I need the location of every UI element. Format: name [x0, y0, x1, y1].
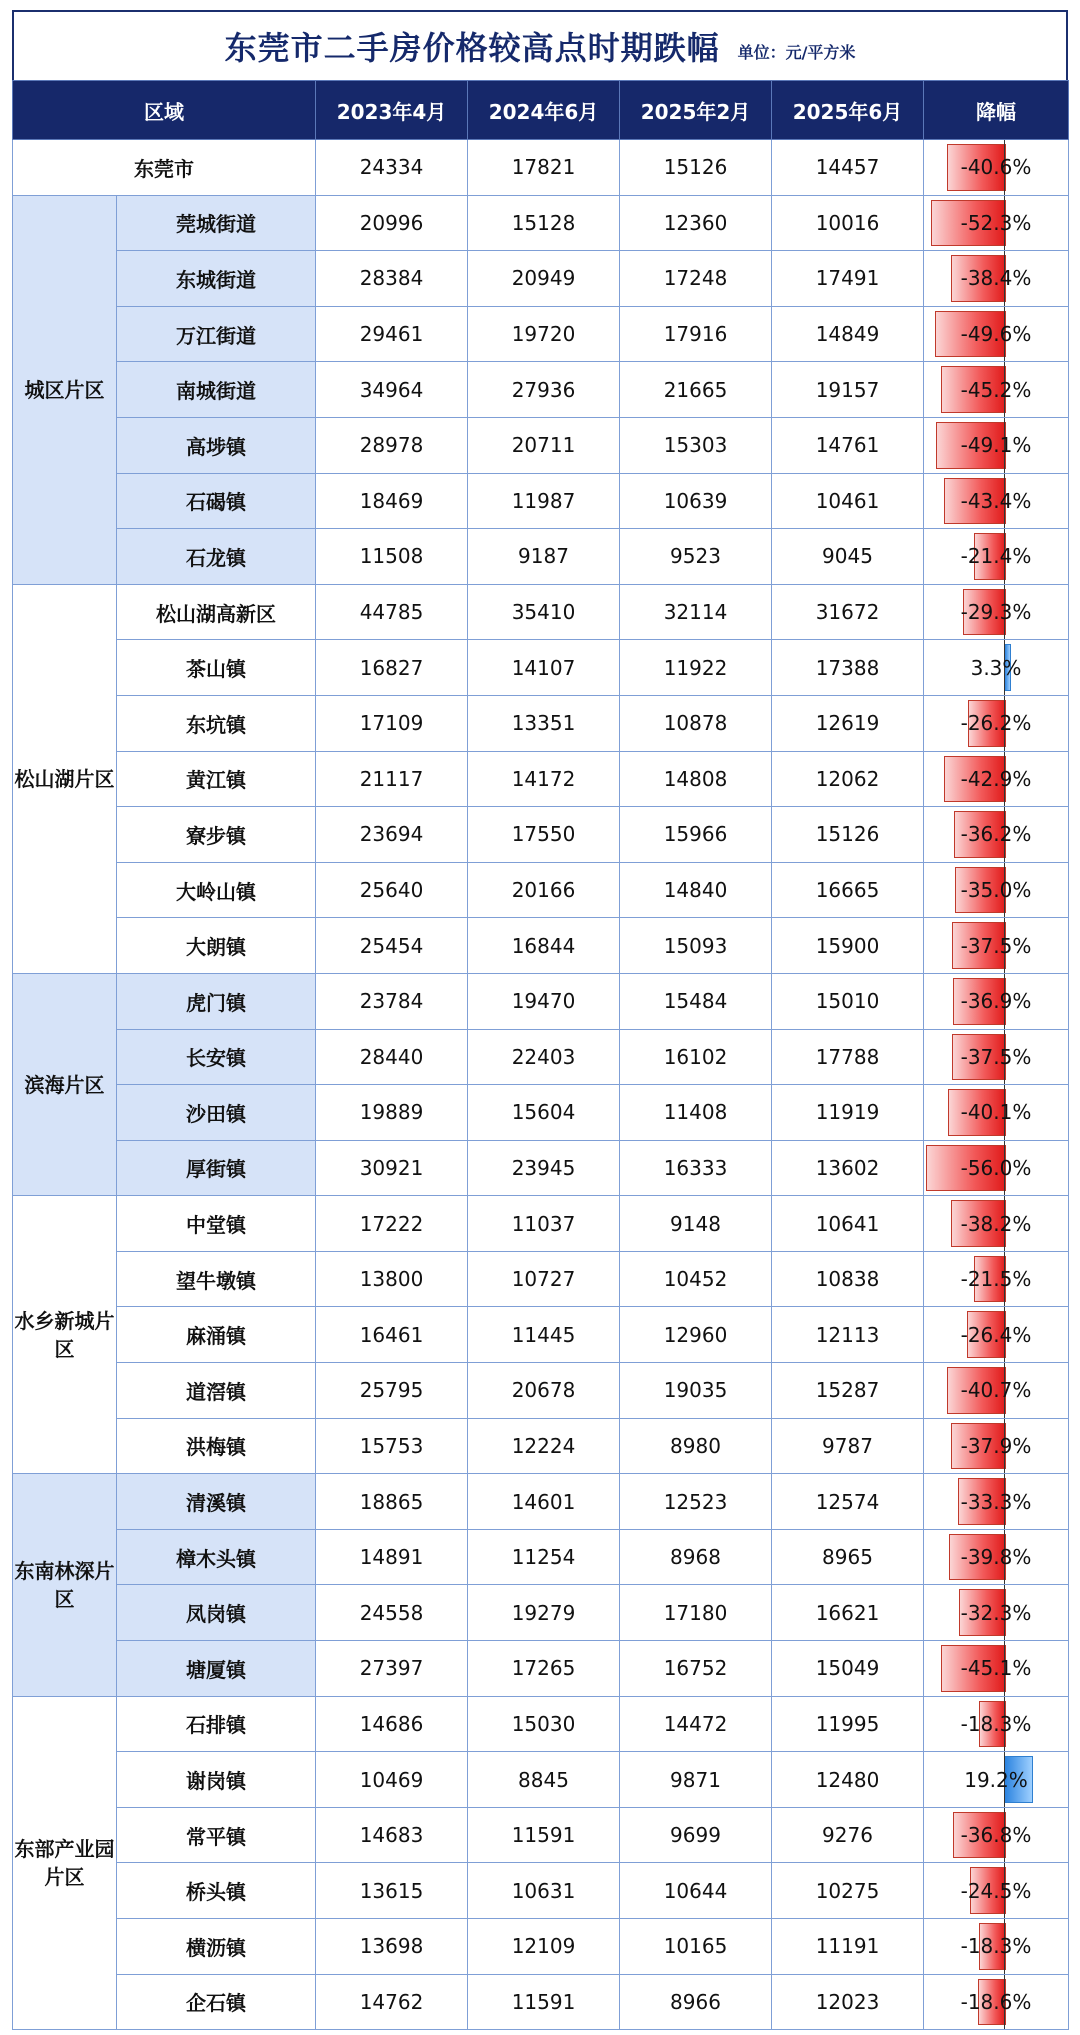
price-cell: 11987: [468, 473, 620, 529]
header-row: [13, 81, 1069, 140]
price-cell: 27936: [468, 362, 620, 418]
drop-cell: [924, 529, 1069, 585]
price-cell: 14808: [620, 751, 772, 807]
drop-cell: [924, 362, 1069, 418]
price-cell: 10452: [620, 1251, 772, 1307]
drop-cell: [924, 1807, 1069, 1863]
price-cell: 11191: [772, 1919, 924, 1975]
price-cell: 15900: [772, 918, 924, 974]
district-name: 常平镇: [117, 1807, 316, 1863]
price-cell: 12960: [620, 1307, 772, 1363]
price-cell: 10165: [620, 1919, 772, 1975]
table-row: [13, 195, 1069, 251]
price-cell: 24334: [316, 140, 468, 196]
drop-cell: [924, 1140, 1069, 1196]
table-row: [13, 362, 1069, 418]
drop-cell: [924, 251, 1069, 307]
area-name: 城区片区: [13, 195, 117, 584]
table-row: [13, 473, 1069, 529]
table-row: [13, 1140, 1069, 1196]
drop-cell: [924, 584, 1069, 640]
price-cell: 10461: [772, 473, 924, 529]
table-row: [13, 1863, 1069, 1919]
district-name: 厚街镇: [117, 1140, 316, 1196]
district-name: 高埗镇: [117, 417, 316, 473]
drop-value: -36.2%: [960, 822, 1032, 847]
district-name: 虎门镇: [117, 973, 316, 1029]
price-cell: 14761: [772, 417, 924, 473]
price-cell: 10275: [772, 1863, 924, 1919]
price-cell: 16333: [620, 1140, 772, 1196]
district-name: 塘厦镇: [117, 1641, 316, 1697]
drop-value: -49.1%: [960, 433, 1032, 458]
district-name: 寮步镇: [117, 807, 316, 863]
drop-cell: [924, 640, 1069, 696]
price-cell: 9148: [620, 1196, 772, 1252]
table-row: [13, 1585, 1069, 1641]
drop-value: -26.2%: [960, 711, 1032, 736]
table-row: [13, 140, 1069, 196]
price-cell: 31672: [772, 584, 924, 640]
price-cell: 17109: [316, 695, 468, 751]
drop-value: -40.1%: [960, 1100, 1032, 1125]
table-row: [13, 1418, 1069, 1474]
district-name: 长安镇: [117, 1029, 316, 1085]
price-cell: 15010: [772, 973, 924, 1029]
drop-value: -26.4%: [960, 1322, 1032, 1347]
district-name: 洪梅镇: [117, 1418, 316, 1474]
table-row: [13, 584, 1069, 640]
table-row: [13, 251, 1069, 307]
price-cell: 23784: [316, 973, 468, 1029]
price-table: [12, 80, 1069, 2030]
price-cell: 11919: [772, 1085, 924, 1141]
header-col: 2023年4月: [316, 81, 468, 140]
drop-cell: [924, 1752, 1069, 1808]
district-name: 横沥镇: [117, 1919, 316, 1975]
price-cell: 22403: [468, 1029, 620, 1085]
drop-value: -21.4%: [960, 544, 1032, 569]
price-cell: 20678: [468, 1363, 620, 1419]
city-name: 东莞市: [13, 140, 316, 196]
drop-value: -33.3%: [960, 1489, 1032, 1514]
price-cell: 25454: [316, 918, 468, 974]
area-name: 水乡新城片区: [13, 1196, 117, 1474]
drop-value: -21.5%: [960, 1267, 1032, 1292]
drop-cell: [924, 1251, 1069, 1307]
price-cell: 11508: [316, 529, 468, 585]
price-cell: 20711: [468, 417, 620, 473]
district-name: 望牛墩镇: [117, 1251, 316, 1307]
price-cell: 16102: [620, 1029, 772, 1085]
drop-cell: [924, 973, 1069, 1029]
price-cell: 12360: [620, 195, 772, 251]
price-cell: 8965: [772, 1529, 924, 1585]
drop-value: -37.9%: [960, 1433, 1032, 1458]
price-cell: 15126: [620, 140, 772, 196]
district-name: 茶山镇: [117, 640, 316, 696]
drop-cell: [924, 473, 1069, 529]
price-cell: 17550: [468, 807, 620, 863]
district-name: 桥头镇: [117, 1863, 316, 1919]
price-cell: 19035: [620, 1363, 772, 1419]
drop-value: -37.5%: [960, 933, 1032, 958]
price-cell: 10838: [772, 1251, 924, 1307]
district-name: 沙田镇: [117, 1085, 316, 1141]
district-name: 大岭山镇: [117, 862, 316, 918]
district-name: 石排镇: [117, 1696, 316, 1752]
drop-cell: [924, 1307, 1069, 1363]
table-row: [13, 1696, 1069, 1752]
drop-value: 19.2%: [964, 1767, 1028, 1792]
report-container: [12, 10, 1068, 2030]
drop-cell: [924, 807, 1069, 863]
drop-cell: [924, 1919, 1069, 1975]
price-cell: 10644: [620, 1863, 772, 1919]
page-title: 东莞市二手房价格较高点时期跌幅: [224, 29, 720, 67]
drop-value: -40.7%: [960, 1378, 1032, 1403]
price-cell: 28384: [316, 251, 468, 307]
district-name: 中堂镇: [117, 1196, 316, 1252]
price-cell: 10641: [772, 1196, 924, 1252]
price-cell: 15128: [468, 195, 620, 251]
price-cell: 12574: [772, 1474, 924, 1530]
drop-value: -37.5%: [960, 1044, 1032, 1069]
price-cell: 16461: [316, 1307, 468, 1363]
district-name: 道滘镇: [117, 1363, 316, 1419]
price-cell: 10631: [468, 1863, 620, 1919]
price-cell: 10878: [620, 695, 772, 751]
table-row: [13, 807, 1069, 863]
drop-value: -32.3%: [960, 1600, 1032, 1625]
table-row: [13, 1919, 1069, 1975]
price-cell: 9187: [468, 529, 620, 585]
price-cell: 8845: [468, 1752, 620, 1808]
price-cell: 11408: [620, 1085, 772, 1141]
price-cell: 11037: [468, 1196, 620, 1252]
drop-cell: [924, 417, 1069, 473]
price-cell: 19720: [468, 306, 620, 362]
price-cell: 11591: [468, 1974, 620, 2030]
district-name: 大朗镇: [117, 918, 316, 974]
price-cell: 14107: [468, 640, 620, 696]
price-cell: 11254: [468, 1529, 620, 1585]
header-col: 2025年2月: [620, 81, 772, 140]
drop-value: -18.6%: [960, 1989, 1032, 2014]
price-cell: 12023: [772, 1974, 924, 2030]
table-row: [13, 640, 1069, 696]
drop-value: -38.2%: [960, 1211, 1032, 1236]
drop-value: -35.0%: [960, 878, 1032, 903]
price-cell: 9699: [620, 1807, 772, 1863]
price-cell: 17222: [316, 1196, 468, 1252]
price-cell: 14762: [316, 1974, 468, 2030]
price-cell: 12619: [772, 695, 924, 751]
table-row: [13, 1807, 1069, 1863]
price-cell: 18469: [316, 473, 468, 529]
price-cell: 15049: [772, 1641, 924, 1697]
price-cell: 17248: [620, 251, 772, 307]
district-name: 南城街道: [117, 362, 316, 418]
table-row: [13, 862, 1069, 918]
table-row: [13, 751, 1069, 807]
table-row: [13, 306, 1069, 362]
price-cell: 32114: [620, 584, 772, 640]
drop-value: -38.4%: [960, 266, 1032, 291]
title-bar: [12, 10, 1068, 80]
price-cell: 13351: [468, 695, 620, 751]
price-cell: 14686: [316, 1696, 468, 1752]
price-cell: 9787: [772, 1418, 924, 1474]
table-row: [13, 918, 1069, 974]
price-cell: 15303: [620, 417, 772, 473]
table-row: [13, 1307, 1069, 1363]
price-cell: 15093: [620, 918, 772, 974]
table-row: [13, 1085, 1069, 1141]
price-cell: 11922: [620, 640, 772, 696]
area-name: 滨海片区: [13, 973, 117, 1195]
price-cell: 8980: [620, 1418, 772, 1474]
price-cell: 14840: [620, 862, 772, 918]
price-cell: 9045: [772, 529, 924, 585]
price-cell: 14601: [468, 1474, 620, 1530]
price-cell: 16827: [316, 640, 468, 696]
district-name: 清溪镇: [117, 1474, 316, 1530]
district-name: 万江街道: [117, 306, 316, 362]
drop-cell: [924, 1196, 1069, 1252]
price-cell: 25640: [316, 862, 468, 918]
price-cell: 10727: [468, 1251, 620, 1307]
price-cell: 28440: [316, 1029, 468, 1085]
price-cell: 10469: [316, 1752, 468, 1808]
drop-value: -29.3%: [960, 600, 1032, 625]
drop-value: -24.5%: [960, 1878, 1032, 1903]
price-cell: 34964: [316, 362, 468, 418]
price-cell: 17491: [772, 251, 924, 307]
table-row: [13, 1251, 1069, 1307]
price-cell: 24558: [316, 1585, 468, 1641]
price-cell: 25795: [316, 1363, 468, 1419]
price-cell: 19157: [772, 362, 924, 418]
district-name: 谢岗镇: [117, 1752, 316, 1808]
drop-cell: [924, 195, 1069, 251]
price-cell: 12113: [772, 1307, 924, 1363]
price-cell: 17265: [468, 1641, 620, 1697]
drop-cell: [924, 1529, 1069, 1585]
price-cell: 17788: [772, 1029, 924, 1085]
drop-value: -45.2%: [960, 377, 1032, 402]
district-name: 松山湖高新区: [117, 584, 316, 640]
drop-cell: [924, 1974, 1069, 2030]
price-cell: 19279: [468, 1585, 620, 1641]
table-row: [13, 1196, 1069, 1252]
price-cell: 8968: [620, 1529, 772, 1585]
price-cell: 16844: [468, 918, 620, 974]
district-name: 石龙镇: [117, 529, 316, 585]
header-col: 2024年6月: [468, 81, 620, 140]
drop-cell: [924, 918, 1069, 974]
header-area: 区域: [13, 81, 316, 140]
drop-value: -52.3%: [960, 210, 1032, 235]
drop-cell: [924, 1585, 1069, 1641]
table-row: [13, 1752, 1069, 1808]
price-cell: 8966: [620, 1974, 772, 2030]
area-name: 东部产业园片区: [13, 1696, 117, 2030]
drop-cell: [924, 306, 1069, 362]
price-cell: 20996: [316, 195, 468, 251]
price-cell: 12224: [468, 1418, 620, 1474]
price-cell: 20949: [468, 251, 620, 307]
price-cell: 23945: [468, 1140, 620, 1196]
district-name: 石碣镇: [117, 473, 316, 529]
price-cell: 13602: [772, 1140, 924, 1196]
price-cell: 13615: [316, 1863, 468, 1919]
price-cell: 15484: [620, 973, 772, 1029]
table-row: [13, 1529, 1069, 1585]
price-cell: 27397: [316, 1641, 468, 1697]
price-cell: 10016: [772, 195, 924, 251]
price-cell: 20166: [468, 862, 620, 918]
drop-value: -56.0%: [960, 1155, 1032, 1180]
price-cell: 14683: [316, 1807, 468, 1863]
drop-cell: [924, 1696, 1069, 1752]
price-cell: 19889: [316, 1085, 468, 1141]
drop-value: -42.9%: [960, 766, 1032, 791]
district-name: 凤岗镇: [117, 1585, 316, 1641]
table-row: [13, 1029, 1069, 1085]
price-cell: 14849: [772, 306, 924, 362]
price-cell: 10639: [620, 473, 772, 529]
drop-cell: [924, 1363, 1069, 1419]
price-cell: 19470: [468, 973, 620, 1029]
price-cell: 14472: [620, 1696, 772, 1752]
district-name: 黄江镇: [117, 751, 316, 807]
district-name: 麻涌镇: [117, 1307, 316, 1363]
price-cell: 17388: [772, 640, 924, 696]
drop-value: -36.9%: [960, 989, 1032, 1014]
drop-value: -18.3%: [960, 1711, 1032, 1736]
district-name: 樟木头镇: [117, 1529, 316, 1585]
price-cell: 16621: [772, 1585, 924, 1641]
price-cell: 16665: [772, 862, 924, 918]
price-cell: 12480: [772, 1752, 924, 1808]
drop-value: -45.1%: [960, 1656, 1032, 1681]
table-row: [13, 973, 1069, 1029]
district-name: 东城街道: [117, 251, 316, 307]
price-cell: 18865: [316, 1474, 468, 1530]
price-cell: 15966: [620, 807, 772, 863]
price-cell: 17821: [468, 140, 620, 196]
drop-cell: [924, 1863, 1069, 1919]
header-col: 2025年6月: [772, 81, 924, 140]
drop-cell: [924, 1029, 1069, 1085]
drop-cell: [924, 1641, 1069, 1697]
drop-cell: [924, 1474, 1069, 1530]
header-drop: 降幅: [924, 81, 1069, 140]
price-cell: 23694: [316, 807, 468, 863]
price-cell: 16752: [620, 1641, 772, 1697]
price-cell: 9523: [620, 529, 772, 585]
price-cell: 29461: [316, 306, 468, 362]
drop-cell: [924, 695, 1069, 751]
price-cell: 12109: [468, 1919, 620, 1975]
price-cell: 21665: [620, 362, 772, 418]
table-row: [13, 529, 1069, 585]
price-cell: 14457: [772, 140, 924, 196]
price-cell: 14172: [468, 751, 620, 807]
price-cell: 30921: [316, 1140, 468, 1196]
price-cell: 11591: [468, 1807, 620, 1863]
table-row: [13, 695, 1069, 751]
price-cell: 44785: [316, 584, 468, 640]
price-cell: 12523: [620, 1474, 772, 1530]
price-cell: 17180: [620, 1585, 772, 1641]
price-cell: 15287: [772, 1363, 924, 1419]
unit-label: 单位：元/平方米: [737, 42, 856, 62]
table-row: [13, 1974, 1069, 2030]
drop-cell: [924, 1085, 1069, 1141]
price-cell: 15604: [468, 1085, 620, 1141]
district-name: 莞城街道: [117, 195, 316, 251]
drop-value: 3.3%: [970, 655, 1022, 680]
district-name: 企石镇: [117, 1974, 316, 2030]
price-cell: 15753: [316, 1418, 468, 1474]
drop-cell: [924, 140, 1069, 196]
drop-value: -39.8%: [960, 1545, 1032, 1570]
drop-value: -18.3%: [960, 1934, 1032, 1959]
price-cell: 13698: [316, 1919, 468, 1975]
district-name: 东坑镇: [117, 695, 316, 751]
price-cell: 21117: [316, 751, 468, 807]
price-cell: 28978: [316, 417, 468, 473]
table-row: [13, 417, 1069, 473]
price-cell: 15030: [468, 1696, 620, 1752]
price-cell: 11995: [772, 1696, 924, 1752]
price-cell: 12062: [772, 751, 924, 807]
drop-cell: [924, 751, 1069, 807]
drop-cell: [924, 862, 1069, 918]
price-cell: 11445: [468, 1307, 620, 1363]
drop-value: -36.8%: [960, 1823, 1032, 1848]
drop-value: -43.4%: [960, 488, 1032, 513]
price-cell: 9871: [620, 1752, 772, 1808]
drop-value: -40.6%: [960, 155, 1032, 180]
drop-cell: [924, 1418, 1069, 1474]
price-cell: 9276: [772, 1807, 924, 1863]
table-row: [13, 1474, 1069, 1530]
area-name: 东南林深片区: [13, 1474, 117, 1696]
area-name: 松山湖片区: [13, 584, 117, 973]
drop-value: -49.6%: [960, 322, 1032, 347]
table-row: [13, 1641, 1069, 1697]
price-cell: 14891: [316, 1529, 468, 1585]
price-cell: 35410: [468, 584, 620, 640]
price-cell: 15126: [772, 807, 924, 863]
price-cell: 13800: [316, 1251, 468, 1307]
price-cell: 17916: [620, 306, 772, 362]
table-row: [13, 1363, 1069, 1419]
